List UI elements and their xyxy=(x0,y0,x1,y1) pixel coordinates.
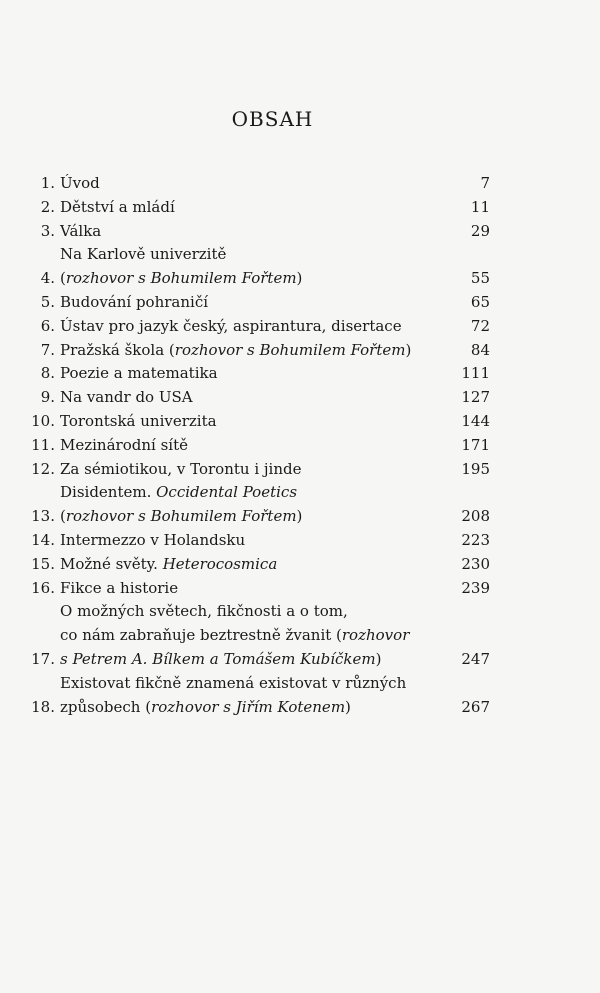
toc-entry-title xyxy=(60,291,444,315)
toc-entry-number: 2. xyxy=(40,197,55,216)
toc-entry-title xyxy=(60,553,444,577)
toc-title-segment: Disidentem. xyxy=(60,483,157,502)
toc-entry-number: 16. xyxy=(31,578,55,597)
toc-entry-page-number: 195 xyxy=(461,459,490,478)
toc-entry-number: 14. xyxy=(31,530,55,549)
page-title: OBSAH xyxy=(231,107,314,132)
toc-entry-title-line xyxy=(60,410,444,434)
toc-entry-title-line xyxy=(60,386,444,410)
toc-title-segment: Možné světy. xyxy=(60,554,163,573)
toc-entry-title-line xyxy=(60,434,444,458)
toc-entry-number: 5. xyxy=(40,292,55,311)
toc-title-segment: Pražská škola ( xyxy=(60,340,175,359)
toc-title-segment: Intermezzo v Holandsku xyxy=(60,530,246,549)
toc-title-segment: Ústav pro jazyk český, aspirantura, disertace xyxy=(60,316,402,335)
toc-entry-title-line xyxy=(60,291,444,315)
toc-entry-number: 3. xyxy=(40,221,55,240)
toc-entry-title-line xyxy=(60,458,444,482)
toc-title-segment: Poezie a matematika xyxy=(60,364,218,383)
toc-entry-page-number: 171 xyxy=(461,435,490,454)
toc-entry-number: 9. xyxy=(40,388,55,407)
toc-entry-title xyxy=(60,220,444,244)
toc-entry-title-line xyxy=(60,577,444,601)
toc-entry-page-number: 11 xyxy=(470,197,490,216)
toc-entry-title xyxy=(60,481,444,529)
toc-entry-title-line xyxy=(60,624,444,648)
toc-entry-title-line xyxy=(60,529,444,553)
toc-entry-title-line xyxy=(60,172,444,196)
toc-entry-page-number: 84 xyxy=(470,340,490,359)
toc-title-segment: ) xyxy=(296,269,303,288)
toc-entry-title xyxy=(60,577,444,601)
toc-entry xyxy=(20,172,490,196)
toc-title-segment: Na Karlově univerzitě xyxy=(60,245,227,264)
toc-entry-title-line xyxy=(60,505,444,529)
toc-entry-title-line xyxy=(60,553,444,577)
toc-entry-page-number: 230 xyxy=(461,554,490,573)
toc-entry xyxy=(20,672,490,720)
toc-entry-page-number: 55 xyxy=(470,269,490,288)
toc-entry-title-line xyxy=(60,196,444,220)
toc-entry-title-line xyxy=(60,481,444,505)
table-of-contents xyxy=(20,172,490,719)
toc-entry-number: 15. xyxy=(31,554,55,573)
toc-title-segment: Existovat fikčně znamená existovat v různých xyxy=(60,673,407,692)
toc-entry-title xyxy=(60,243,444,291)
toc-entry-page-number: 223 xyxy=(461,530,490,549)
toc-title-segment: Dětství a mládí xyxy=(60,197,175,216)
toc-entry-number: 7. xyxy=(40,340,55,359)
toc-title-italic-segment: Occidental Poetics xyxy=(156,483,298,502)
toc-entry-title xyxy=(60,529,444,553)
toc-entry-title xyxy=(60,458,444,482)
toc-entry-title-line xyxy=(60,362,444,386)
toc-entry-title-line xyxy=(60,220,444,244)
toc-entry-page-number: 208 xyxy=(461,507,490,526)
toc-entry xyxy=(20,220,490,244)
toc-title-segment: Budování pohraničí xyxy=(60,292,209,311)
toc-entry xyxy=(20,339,490,363)
toc-entry-title xyxy=(60,315,444,339)
toc-entry xyxy=(20,243,490,291)
toc-entry-title-line xyxy=(60,315,444,339)
toc-entry-page-number: 72 xyxy=(470,316,490,335)
toc-entry-number: 8. xyxy=(40,364,55,383)
toc-entry-number: 10. xyxy=(31,411,55,430)
toc-entry xyxy=(20,410,490,434)
toc-entry xyxy=(20,315,490,339)
toc-entry-number: 12. xyxy=(31,459,55,478)
toc-title-italic-segment: rozhovor xyxy=(341,626,410,645)
toc-entry-title xyxy=(60,339,444,363)
toc-entry-number: 17. xyxy=(31,649,55,668)
toc-title-segment: ) xyxy=(405,340,412,359)
toc-entry-page-number: 111 xyxy=(461,364,490,383)
toc-entry-page-number: 29 xyxy=(470,221,490,240)
toc-entry-title xyxy=(60,172,444,196)
toc-entry-title-line xyxy=(60,243,444,267)
toc-entry-title xyxy=(60,672,444,720)
toc-title-segment: Na vandr do USA xyxy=(60,388,193,407)
toc-entry-title xyxy=(60,600,444,671)
toc-entry xyxy=(20,291,490,315)
toc-title-segment: Válka xyxy=(60,221,102,240)
toc-entry-title xyxy=(60,434,444,458)
toc-entry-page-number: 127 xyxy=(461,388,490,407)
toc-entry-title-line xyxy=(60,696,444,720)
toc-entry xyxy=(20,577,490,601)
toc-title-segment: O možných světech, fikčnosti a o tom, xyxy=(60,602,348,621)
toc-entry-title xyxy=(60,410,444,434)
toc-title-segment: ( xyxy=(60,507,66,526)
toc-entry-number: 13. xyxy=(31,507,55,526)
toc-title-italic-segment: rozhovor s Bohumilem Fořtem xyxy=(65,269,297,288)
toc-title-segment: ) xyxy=(296,507,303,526)
toc-title-segment: ) xyxy=(345,697,351,716)
toc-entry xyxy=(20,434,490,458)
toc-entry-page-number: 144 xyxy=(461,411,490,430)
toc-title-segment: způsobech ( xyxy=(60,697,152,716)
toc-title-segment: ( xyxy=(60,269,66,288)
toc-title-segment: ) xyxy=(375,649,382,668)
toc-entry xyxy=(20,529,490,553)
toc-entry-page-number: 239 xyxy=(461,578,490,597)
toc-title-segment: Mezinárodní sítě xyxy=(60,435,188,454)
toc-entry-title xyxy=(60,362,444,386)
toc-entry-title-line xyxy=(60,339,444,363)
toc-entry-title xyxy=(60,196,444,220)
toc-title-italic-segment: Heterocosmica xyxy=(162,554,278,573)
toc-entry xyxy=(20,362,490,386)
toc-title-segment: co nám zabraňuje beztrestně žvanit ( xyxy=(60,626,342,645)
toc-entry-title-line xyxy=(60,267,444,291)
toc-title-segment: Za sémiotikou, v Torontu i jinde xyxy=(60,459,302,478)
toc-entry-title-line xyxy=(60,600,444,624)
toc-entry xyxy=(20,386,490,410)
toc-entry xyxy=(20,458,490,482)
toc-title-italic-segment: s Petrem A. Bílkem a Tomášem Kubíčkem xyxy=(60,649,376,668)
toc-title-italic-segment: rozhovor s Bohumilem Fořtem xyxy=(65,507,297,526)
toc-entry-page-number: 7 xyxy=(480,174,490,192)
toc-entry xyxy=(20,196,490,220)
toc-title-italic-segment: rozhovor s Jiřím Kotenem xyxy=(151,697,346,716)
toc-entry xyxy=(20,553,490,577)
toc-entry-number: 18. xyxy=(31,697,55,716)
toc-entry-number: 1. xyxy=(40,174,55,192)
toc-entry-page-number: 267 xyxy=(461,697,490,716)
toc-title-segment: Torontská univerzita xyxy=(60,411,217,430)
toc-entry xyxy=(20,481,490,529)
toc-entry-number: 4. xyxy=(40,269,55,288)
toc-title-italic-segment: rozhovor s Bohumilem Fořtem xyxy=(174,340,406,359)
toc-entry-title-line xyxy=(60,648,444,672)
toc-entry-page-number: 65 xyxy=(470,292,490,311)
toc-entry xyxy=(20,600,490,671)
toc-title-segment: Fikce a historie xyxy=(60,578,179,597)
toc-entry-number: 11. xyxy=(31,435,55,454)
toc-entry-title xyxy=(60,386,444,410)
toc-title-segment: Úvod xyxy=(60,174,100,192)
toc-entry-page-number: 247 xyxy=(461,649,490,668)
toc-entry-title-line xyxy=(60,672,444,696)
toc-entry-number: 6. xyxy=(40,316,55,335)
